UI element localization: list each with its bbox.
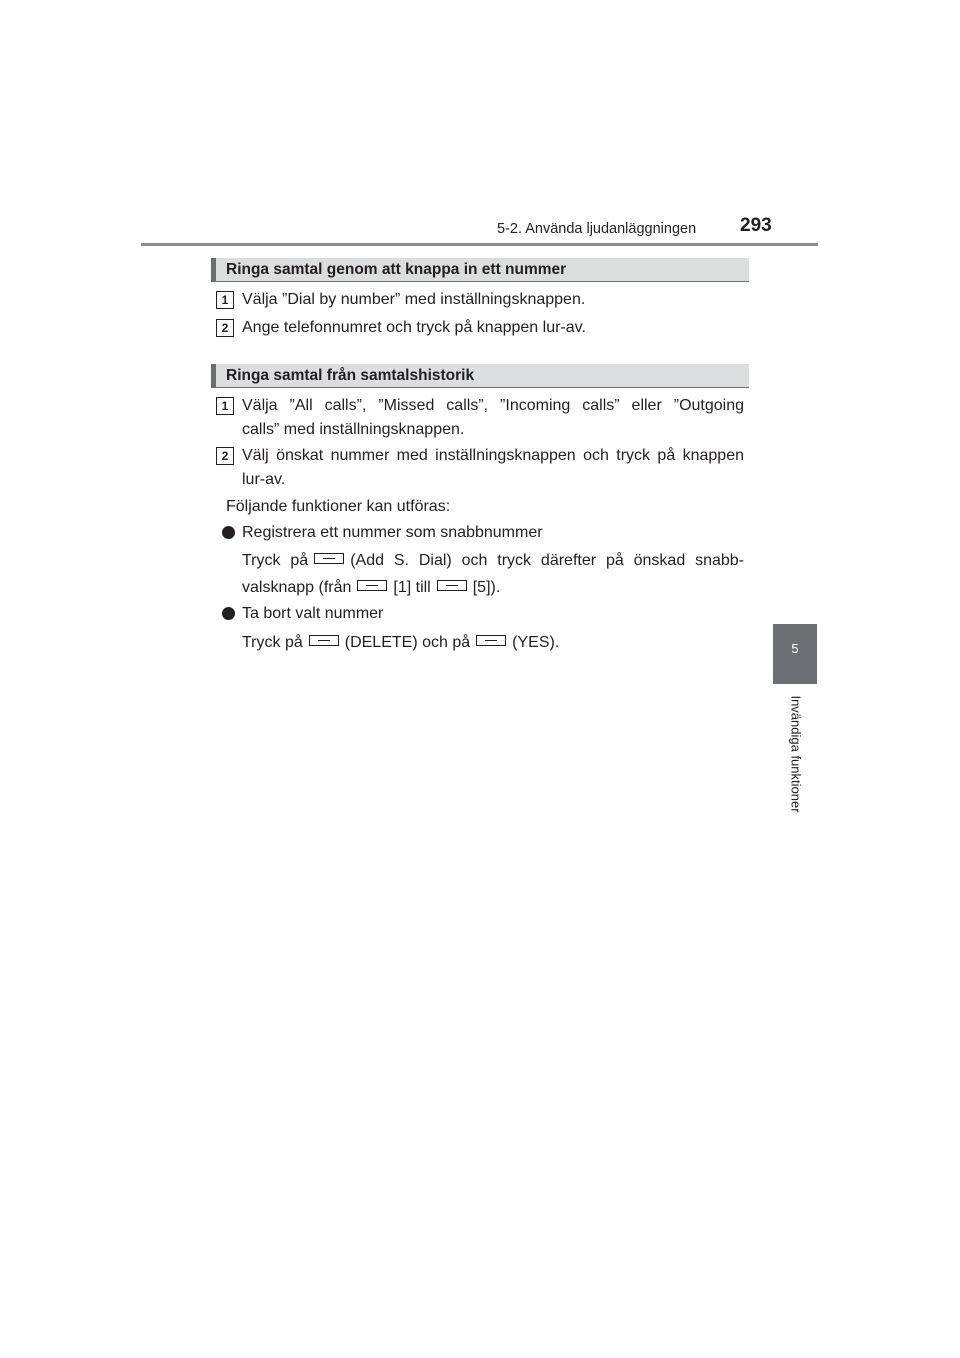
bullet-desc-line [242, 549, 744, 572]
bullet-title: Registrera ett nummer som snabbnummer [242, 524, 543, 541]
step-number: 2 [216, 447, 234, 465]
chapter-title: Invändiga funktioner [788, 695, 804, 813]
step-number: 1 [216, 397, 234, 415]
section-header-dial-number [211, 258, 749, 282]
section-title: Ringa samtal från samtalshistorik [226, 367, 475, 384]
section-header-call-history [211, 364, 749, 388]
desc-text: (Add S. Dial) och tryck därefter på önskad snabb- [350, 552, 745, 569]
step-text: Välja ”Dial by number” med inställningsknappen. [242, 291, 586, 308]
desc-text: Tryck på [242, 634, 303, 651]
section-title: Ringa samtal genom att knappa in ett nummer [226, 261, 567, 278]
bullet-icon [222, 607, 235, 620]
functions-intro: Följande funktioner kan utföras: [226, 498, 451, 515]
bullet-icon [222, 526, 235, 539]
step-text-line: lur-av. [242, 471, 286, 488]
bullet-desc-line [242, 631, 559, 654]
soft-key-icon [314, 553, 344, 564]
header-rule [141, 243, 818, 246]
bullet-desc-line [242, 576, 500, 599]
soft-key-icon [357, 580, 387, 591]
soft-key-icon [309, 635, 339, 646]
desc-text: (DELETE) och på [344, 634, 471, 651]
step-text-line: Välj önskat nummer med inställningsknappen och tryck på knappen [242, 447, 744, 464]
soft-key-icon [476, 635, 506, 646]
desc-text: [5]). [472, 579, 501, 596]
desc-text: (YES). [512, 634, 560, 651]
bullet-title: Ta bort valt nummer [242, 605, 384, 622]
step-text: Ange telefonnumret och tryck på knappen lur-av. [242, 319, 586, 336]
desc-text: Tryck på [242, 552, 309, 569]
header-section-title: 5-2. Använda ljudanläggningen [497, 221, 697, 237]
soft-key-icon [437, 580, 467, 591]
step-text-line: calls” med inställningsknappen. [242, 421, 465, 438]
step-number: 1 [216, 291, 234, 309]
step-number: 2 [216, 319, 234, 337]
page-number: 293 [740, 215, 772, 236]
chapter-number: 5 [791, 641, 799, 656]
desc-text: [1] till [393, 579, 431, 596]
desc-text: valsknapp (från [242, 579, 352, 596]
step-text-line: Välja ”All calls”, ”Missed calls”, ”Incoming calls” eller ”Outgoing [242, 397, 744, 414]
chapter-tab [773, 624, 817, 684]
